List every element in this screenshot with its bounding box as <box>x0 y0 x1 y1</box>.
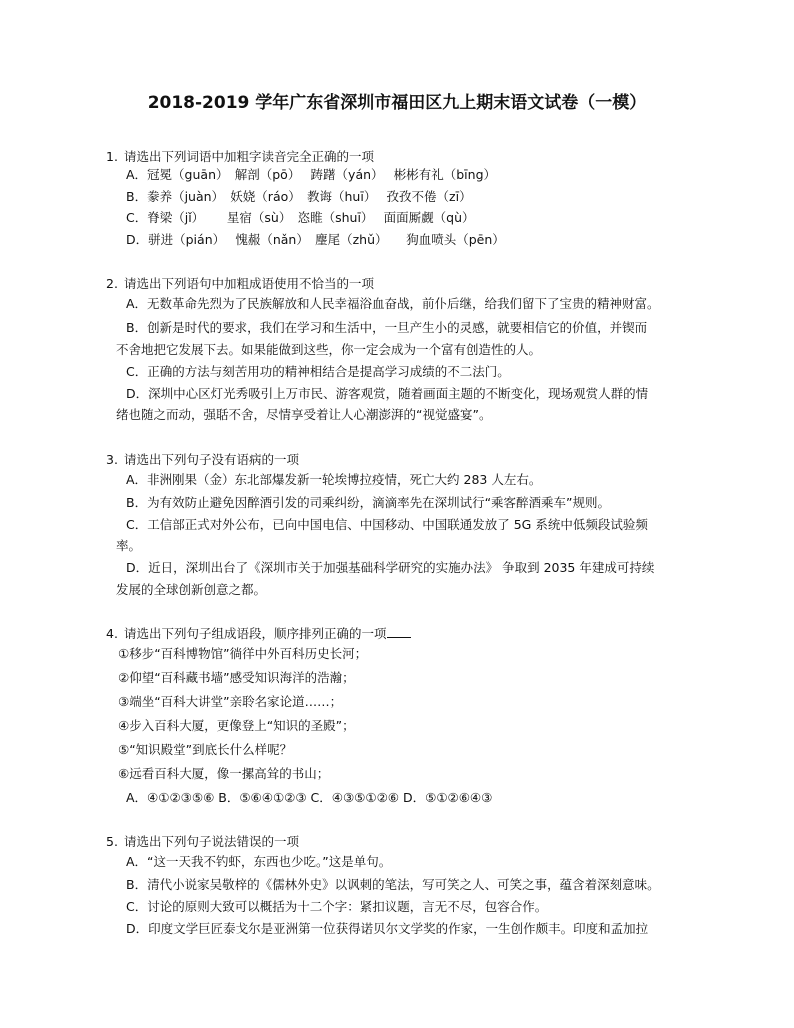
question-number: 3. <box>106 452 118 467</box>
question-text: 请选出下列句子没有语病的一项 <box>124 452 300 467</box>
question-5-option-b: B．清代小说家吴敬梓的《儒林外史》以讽刺的笔法，写可笑之人、可笑之事，蕴含着深刻意味。 <box>126 877 660 892</box>
question-4-stem <box>106 624 411 642</box>
question-1-option-c: C．脊梁（jǐ） 星宿（sù） 恣睢（shuī） 面面厮觑（qù） <box>126 210 475 225</box>
question-1-option-d: D．骈进（pián） 愧赧（nǎn） 麈尾（zhǔ） 狗血喷头（pēn） <box>126 232 505 247</box>
question-3-option-a: A．非洲刚果（金）东北部爆发新一轮埃博拉疫情，死亡大约 283 人左右。 <box>126 472 542 487</box>
question-text: 请选出下列语句中加粗成语使用不恰当的一项 <box>124 276 375 291</box>
question-2-option-a: A．无数革命先烈为了民族解放和人民幸福浴血奋战，前仆后继，给我们留下了宝贵的精神财富。 <box>126 296 660 311</box>
question-2-option-c: C．正确的方法与刻苦用功的精神相结合是提高学习成绩的不二法门。 <box>126 364 510 379</box>
question-text: 请选出下列句子组成语段，顺序排列正确的一项 <box>124 626 387 641</box>
question-3-option-c-line-2: 率。 <box>116 538 142 553</box>
question-2-option-b-line-2: 不舍地把它发展下去。如果能做到这些，你一定会成为一个富有创造性的人。 <box>116 342 542 357</box>
question-number: 5. <box>106 834 118 849</box>
question-4-item-4: ④步入百科大厦，更像登上“知识的圣殿”； <box>118 718 355 733</box>
question-5-option-d: D．印度文学巨匠泰戈尔是亚洲第一位获得诺贝尔文学奖的作家，一生创作颇丰。印度和孟加拉 <box>126 921 649 936</box>
question-2-option-d-line-1: D．深圳中心区灯光秀吸引上万市民、游客观赏，随着画面主题的不断变化，现场观赏人群的情 <box>126 386 649 401</box>
answer-blank[interactable] <box>387 625 411 638</box>
question-3-option-d-line-1: D．近日，深圳出台了《深圳市关于加强基础科学研究的实施办法》 争取到 2035 年建成可持续 <box>126 560 655 575</box>
question-number: 1. <box>106 149 118 164</box>
question-5-option-a: A．“这一天我不钓虾，东西也少吃。”这是单句。 <box>126 854 392 869</box>
question-3-option-d-line-2: 发展的全球创新创意之都。 <box>116 582 267 597</box>
question-4-item-3: ③端坐“百科大讲堂”亲聆名家论道……； <box>118 694 343 709</box>
question-5-stem <box>106 832 299 850</box>
question-1-option-a: A．冠冕（guān） 解剖（pō） 踌躇（yán） 彬彬有礼（bīng） <box>126 167 497 182</box>
question-3-stem <box>106 450 299 468</box>
question-text: 请选出下列词语中加粗字读音完全正确的一项 <box>124 149 375 164</box>
question-4-item-5: ⑤“知识殿堂”到底长什么样呢？ <box>118 742 293 757</box>
question-4-item-6: ⑥远看百科大厦，像一摞高耸的书山； <box>118 766 330 781</box>
question-3-option-b: B．为有效防止避免因醉酒引发的司乘纠纷，滴滴率先在深圳试行“乘客醉酒乘车”规则。 <box>126 495 611 510</box>
question-2-stem <box>106 274 374 292</box>
question-number: 4. <box>106 626 118 641</box>
question-4-options: A．④①②③⑤⑥ B．⑤⑥④①②③ C．④③⑤①②⑥ D．⑤①②⑥④③ <box>126 790 493 805</box>
question-1-option-b: B．豢养（juàn） 妖娆（ráo） 教诲（huī） 孜孜不倦（zī） <box>126 189 472 204</box>
page-title: 2018-2019 学年广东省深圳市福田区九上期末语文试卷（一模） <box>147 93 647 113</box>
question-3-option-c-line-1: C．工信部正式对外公布，已向中国电信、中国移动、中国联通发放了 5G 系统中低频段试验频 <box>126 517 648 532</box>
question-5-option-c: C．讨论的原则大致可以概括为十二个字：紧扣议题，言无不尽，包容合作。 <box>126 899 548 914</box>
question-2-option-d-line-2: 绪也随之而动，强聒不舍，尽情享受着让人心潮澎湃的“视觉盛宴”。 <box>116 407 492 422</box>
question-1-stem <box>106 147 374 165</box>
question-number: 2. <box>106 276 118 291</box>
question-2-option-b-line-1: B．创新是时代的要求，我们在学习和生活中，一旦产生小的灵感，就要相信它的价值，并锲而 <box>126 320 648 335</box>
question-4-item-1: ①移步“百科博物馆”徜徉中外百科历史长河； <box>118 646 368 661</box>
question-4-item-2: ②仰望“百科藏书墙”感受知识海洋的浩瀚； <box>118 670 355 685</box>
question-text: 请选出下列句子说法错误的一项 <box>124 834 300 849</box>
